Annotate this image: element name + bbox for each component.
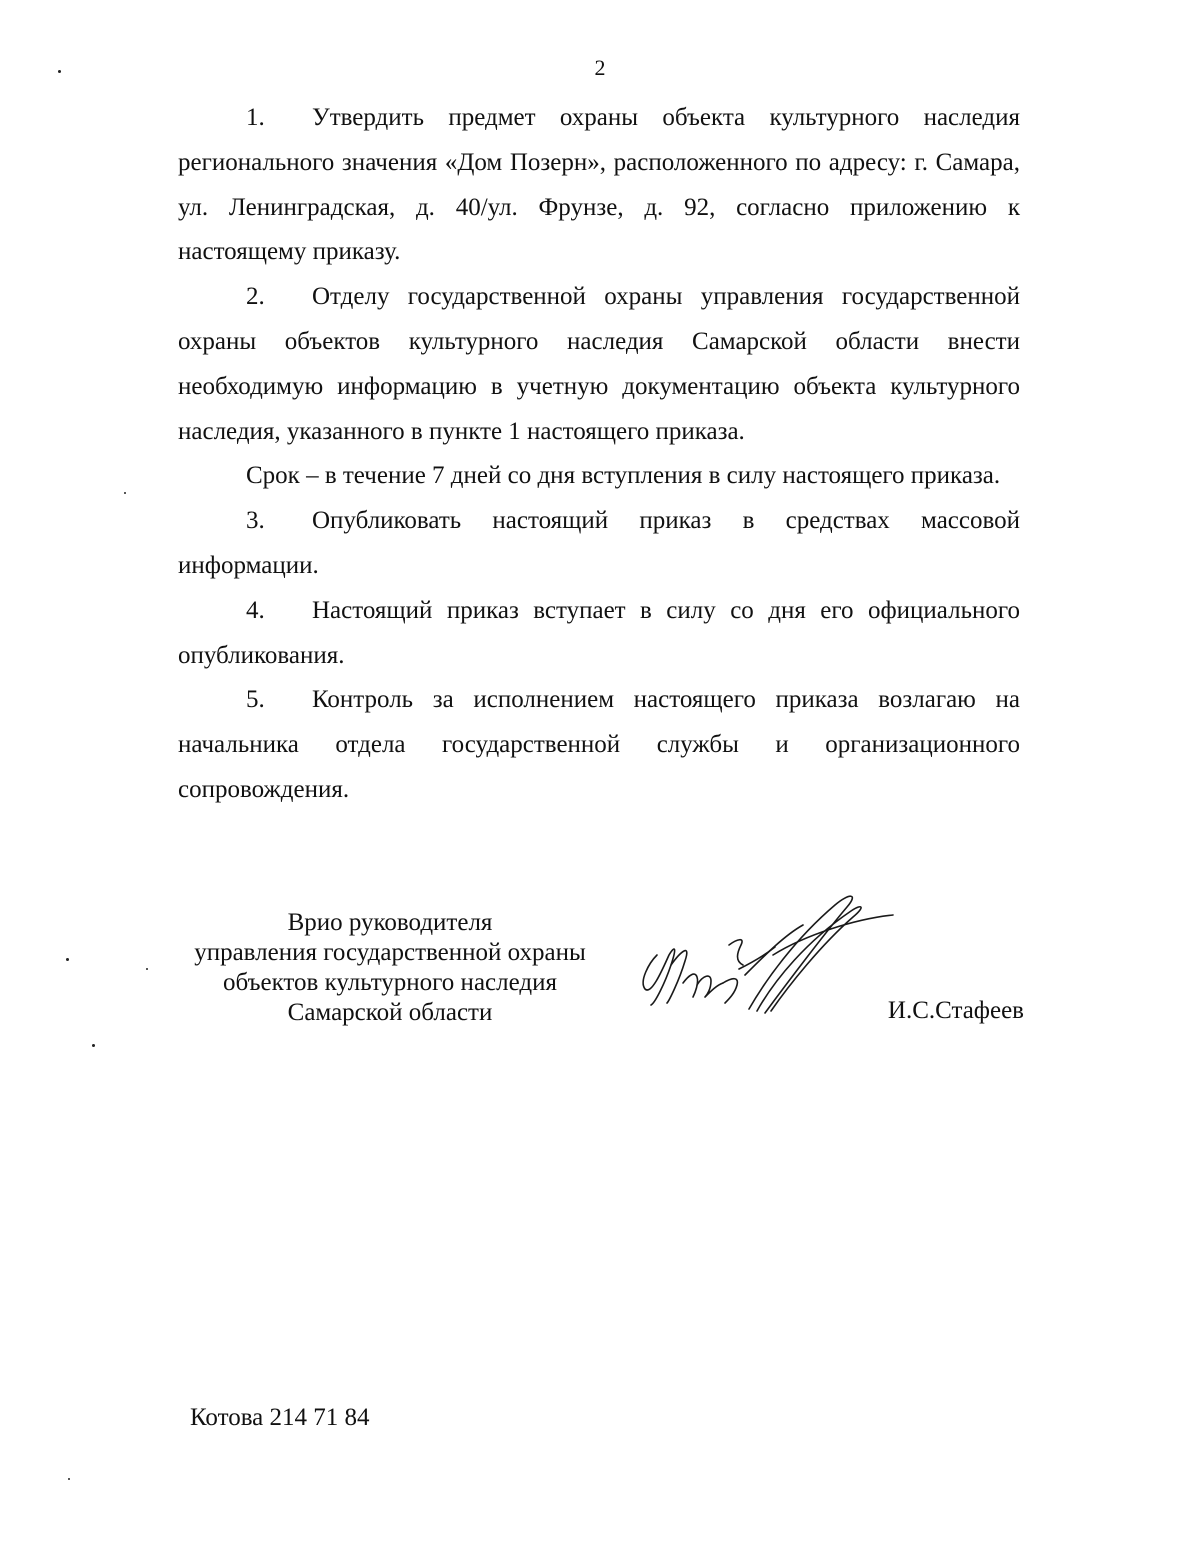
paragraph-item-4 — [178, 589, 1020, 679]
document-body — [178, 96, 1020, 813]
scan-speck — [66, 958, 69, 961]
paragraph-item-1 — [178, 96, 1020, 275]
item-number: 3. — [246, 507, 265, 535]
position-line: Врио руководителя — [287, 909, 493, 936]
deadline-paragraph: Срок – в течение 7 дней со дня вступления в силу настоящего приказа. — [246, 462, 1001, 490]
scan-speck — [146, 968, 148, 970]
item-number: 2. — [246, 283, 265, 311]
executor-contact: Котова 214 71 84 — [190, 1404, 370, 1431]
scan-speck — [92, 1044, 95, 1047]
paragraph-item-5 — [178, 678, 1020, 812]
item-text: Контроль за исполнением настоящего приказа возлагаю на начальника отдела государственной службы и организационного сопровождения. — [178, 686, 1020, 803]
paragraph-item-2 — [178, 275, 1020, 454]
scan-speck — [68, 1478, 70, 1480]
item-text: Отделу государственной охраны управления государственной охраны объектов культурного наследия Самарской области внести необходимую информацию в учетную документацию объекта культурного наследия, указанного в пункте 1 настоящего приказа. — [178, 283, 1020, 445]
position-line: объектов культурного наследия — [223, 969, 557, 996]
item-text: Настоящий приказ вступает в силу со дня его официального опубликования. — [178, 596, 1020, 669]
item-text: Опубликовать настоящий приказ в средствах массовой информации. — [178, 507, 1020, 579]
scan-speck — [124, 492, 126, 494]
position-line: Самарской области — [287, 999, 493, 1026]
scan-speck — [58, 70, 61, 73]
position-line: управления государственной охраны — [194, 939, 586, 966]
page-number: 2 — [594, 55, 606, 80]
item-text: Утвердить предмет охраны объекта культурного наследия регионального значения «Дом Позерн», расположенного по адресу: г. Самара, ул. Ленинградская, д. 40/ул. Фрунзе, д. 92, согласно приложению к настоящему приказу. — [178, 104, 1020, 266]
item-number: 5. — [246, 686, 265, 714]
item-number: 4. — [246, 596, 265, 624]
signer-name: И.С.Стафеев — [887, 997, 1024, 1024]
paragraph-item-3 — [178, 499, 1020, 589]
item-number: 1. — [246, 104, 265, 131]
handwritten-signature — [625, 885, 905, 1035]
signatory-position — [180, 908, 600, 1028]
